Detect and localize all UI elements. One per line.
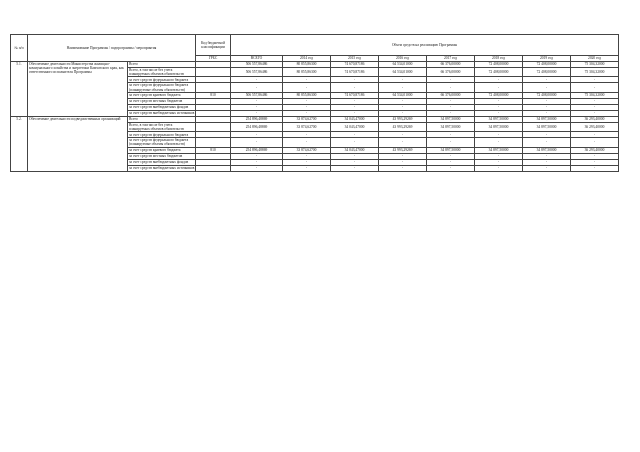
header-row — [11, 35, 619, 56]
amount-cell: - — [523, 132, 571, 138]
amount-cell: 80 855,86300 — [283, 62, 331, 68]
amount-cell: - — [283, 165, 331, 171]
amount-cell: - — [231, 153, 283, 159]
amount-cell: 34 897,50000 — [523, 147, 571, 153]
amount-cell: 34 897,50000 — [523, 122, 571, 131]
amount-cell: 64 534,01000 — [379, 68, 427, 77]
amount-cell: - — [427, 153, 475, 159]
header-year: 2019 год — [523, 56, 571, 62]
amount-cell: 66 376,00000 — [427, 92, 475, 98]
amount-cell: 80 855,86300 — [283, 92, 331, 98]
funding-source-label: за счет средств внебюджетных источников — [129, 166, 195, 171]
amount-cell: 506 557,86486 — [231, 62, 283, 68]
header-year: 2016 год — [379, 56, 427, 62]
amount-cell: 36 293,40000 — [571, 147, 619, 153]
amount-cell: 72 408,00000 — [523, 92, 571, 98]
funding-source-label: за счет средств местных бюджетов — [128, 98, 196, 104]
header-grbs: ГРБС — [196, 56, 231, 62]
funding-table — [10, 34, 619, 172]
amount-cell: - — [379, 165, 427, 171]
amount-cell: - — [571, 153, 619, 159]
amount-cell: - — [231, 98, 283, 104]
amount-cell: - — [475, 165, 523, 171]
amount-cell: 75 304,32000 — [571, 62, 619, 68]
amount-cell: 34 897,50000 — [427, 122, 475, 131]
amount-cell: - — [523, 104, 571, 110]
amount-cell: 43 993,29269 — [379, 116, 427, 122]
amount-cell: 254 896,48869 — [231, 116, 283, 122]
amount-cell: 34 043,47000 — [331, 147, 379, 153]
grbs-code — [196, 68, 231, 77]
amount-cell: - — [475, 159, 523, 165]
amount-cell: 34 043,47000 — [331, 116, 379, 122]
amount-cell: - — [571, 138, 619, 147]
amount-cell: 254 896,48869 — [231, 147, 283, 153]
amount-cell: - — [331, 83, 379, 92]
amount-cell: - — [231, 159, 283, 165]
table-body — [11, 62, 619, 172]
header-program-name: Наименование Программы / подпрограммы / мероприятия — [28, 35, 196, 62]
amount-cell: - — [523, 98, 571, 104]
funding-source-label: за счет средств федерального бюджета (планируемые объемы обязательств) — [128, 83, 196, 92]
amount-cell: 506 557,86486 — [231, 68, 283, 77]
header-year: 2018 год — [475, 56, 523, 62]
amount-cell: - — [523, 110, 571, 116]
amount-cell: - — [427, 132, 475, 138]
amount-cell: - — [523, 77, 571, 83]
amount-cell: - — [475, 104, 523, 110]
amount-cell: - — [475, 98, 523, 104]
amount-cell: - — [231, 77, 283, 83]
grbs-code: 810 — [196, 147, 231, 153]
grbs-code — [196, 83, 231, 92]
amount-cell: - — [283, 83, 331, 92]
amount-cell: 254 896,48869 — [231, 122, 283, 131]
amount-cell: 33 874,62700 — [283, 116, 331, 122]
amount-cell: - — [331, 138, 379, 147]
amount-cell: 74 670,87186 — [331, 68, 379, 77]
amount-cell: 34 897,50000 — [475, 122, 523, 131]
amount-cell: - — [475, 153, 523, 159]
section-name: Обеспечение деятельности подведомственных организаций — [28, 116, 128, 171]
header-year: 2014 год — [283, 56, 331, 62]
funding-source-label: Всего, в том числе без учета планируемых объемов обязательств — [128, 122, 196, 131]
amount-cell: - — [379, 104, 427, 110]
funding-source-label: за счет средств внебюджетных источников — [129, 111, 195, 116]
amount-cell: - — [475, 132, 523, 138]
amount-cell: - — [427, 77, 475, 83]
section-name: Обеспечение деятельности Министерства жилищно-коммунального хозяйства и энергетики Камчатского края, как ответственного исполнителя Программы — [28, 62, 128, 117]
amount-cell: 72 408,00000 — [475, 68, 523, 77]
amount-cell: - — [427, 159, 475, 165]
amount-cell: - — [331, 110, 379, 116]
amount-cell: - — [571, 132, 619, 138]
amount-cell: - — [475, 138, 523, 147]
amount-cell: - — [427, 98, 475, 104]
funding-source-label: Всего — [128, 116, 196, 122]
amount-cell: - — [523, 159, 571, 165]
amount-cell: - — [331, 77, 379, 83]
amount-cell: 80 855,86300 — [283, 68, 331, 77]
amount-cell: - — [283, 153, 331, 159]
amount-cell: - — [571, 77, 619, 83]
amount-cell: - — [379, 98, 427, 104]
amount-cell: 66 376,00000 — [427, 68, 475, 77]
amount-cell: - — [331, 98, 379, 104]
funding-source-label: Всего — [128, 62, 196, 68]
amount-cell: 74 670,87186 — [331, 92, 379, 98]
amount-cell: 72 408,00000 — [523, 68, 571, 77]
amount-cell: - — [283, 77, 331, 83]
amount-cell: 75 304,32000 — [571, 68, 619, 77]
amount-cell: - — [331, 153, 379, 159]
header-budget-code: Код бюджетной классификации — [196, 35, 231, 56]
amount-cell: - — [379, 159, 427, 165]
grbs-code — [196, 122, 231, 131]
funding-source-label: за счет средств федерального бюджета — [128, 132, 196, 138]
amount-cell: - — [475, 77, 523, 83]
grbs-code — [196, 138, 231, 147]
amount-cell: - — [379, 138, 427, 147]
amount-cell: - — [571, 165, 619, 171]
header-year: 2015 год — [331, 56, 379, 62]
amount-cell: - — [379, 77, 427, 83]
amount-cell: - — [523, 138, 571, 147]
amount-cell: 75 304,32000 — [571, 92, 619, 98]
funding-source-label: за счет средств краевого бюджета — [128, 92, 196, 98]
amount-cell: - — [231, 165, 283, 171]
amount-cell: - — [427, 83, 475, 92]
amount-cell: - — [427, 165, 475, 171]
amount-cell: 43 993,29269 — [379, 122, 427, 131]
amount-cell: - — [231, 132, 283, 138]
amount-cell: - — [283, 98, 331, 104]
amount-cell: - — [379, 132, 427, 138]
amount-cell: - — [283, 138, 331, 147]
header-year: ВСЕГО — [231, 56, 283, 62]
amount-cell: 34 897,50000 — [523, 116, 571, 122]
amount-cell: - — [331, 104, 379, 110]
section-number: 5.1. — [11, 62, 28, 117]
amount-cell: - — [427, 138, 475, 147]
amount-cell: - — [571, 110, 619, 116]
amount-cell: - — [231, 104, 283, 110]
amount-cell: - — [283, 104, 331, 110]
amount-cell: - — [475, 110, 523, 116]
amount-cell: 34 897,50000 — [475, 147, 523, 153]
amount-cell: 34 897,50000 — [427, 147, 475, 153]
header-year: 2017 год — [427, 56, 475, 62]
amount-cell: 36 293,40000 — [571, 116, 619, 122]
amount-cell: 33 874,62700 — [283, 122, 331, 131]
amount-cell: - — [523, 83, 571, 92]
grbs-code — [196, 165, 231, 171]
amount-cell: - — [427, 104, 475, 110]
amount-cell: - — [379, 110, 427, 116]
amount-cell: - — [523, 153, 571, 159]
funding-source-label: за счет средств краевого бюджета — [128, 147, 196, 153]
amount-cell: 34 043,47000 — [331, 122, 379, 131]
amount-cell: - — [331, 132, 379, 138]
amount-cell: 64 534,01000 — [379, 92, 427, 98]
amount-cell: - — [523, 165, 571, 171]
funding-source-label: Всего, в том числе без учета планируемых объемов обязательств — [128, 68, 196, 77]
amount-cell: - — [331, 159, 379, 165]
amount-cell: - — [571, 83, 619, 92]
amount-cell: - — [571, 104, 619, 110]
amount-cell: 34 897,50000 — [475, 116, 523, 122]
amount-cell: - — [571, 98, 619, 104]
amount-cell: 36 293,40000 — [571, 122, 619, 131]
funding-source-label: за счет средств федерального бюджета (планируемые объемы обязательств) — [128, 138, 196, 147]
amount-cell: 72 408,00000 — [475, 62, 523, 68]
amount-cell: 72 408,00000 — [523, 62, 571, 68]
amount-cell: - — [427, 110, 475, 116]
amount-cell: - — [231, 83, 283, 92]
amount-cell: - — [283, 132, 331, 138]
amount-cell: 72 408,00000 — [475, 92, 523, 98]
amount-cell: - — [283, 110, 331, 116]
amount-cell: - — [231, 138, 283, 147]
header-volume: Объем средств на реализацию Программы — [231, 35, 619, 56]
amount-cell: - — [331, 165, 379, 171]
funding-source-label: за счет средств местных бюджетов — [128, 153, 196, 159]
amount-cell: 74 670,87186 — [331, 62, 379, 68]
amount-cell: 43 993,29269 — [379, 147, 427, 153]
amount-cell: - — [475, 83, 523, 92]
amount-cell: 506 557,86486 — [231, 92, 283, 98]
header-year: 2020 год — [571, 56, 619, 62]
amount-cell: - — [571, 159, 619, 165]
amount-cell: 66 376,00000 — [427, 62, 475, 68]
funding-source-label: за счет средств федерального бюджета — [128, 77, 196, 83]
grbs-code: 810 — [196, 92, 231, 98]
amount-cell: 64 534,01000 — [379, 62, 427, 68]
section-number: 5.2. — [11, 116, 28, 171]
header-number: № п/п — [11, 35, 28, 62]
amount-cell: 34 897,50000 — [427, 116, 475, 122]
amount-cell: - — [231, 110, 283, 116]
amount-cell: - — [379, 153, 427, 159]
funding-source-label: за счет средств внебюджетных фондов — [128, 104, 196, 110]
funding-source-label: за счет средств внебюджетных фондов — [128, 159, 196, 165]
amount-cell: - — [379, 83, 427, 92]
amount-cell: - — [283, 159, 331, 165]
amount-cell: 33 874,62700 — [283, 147, 331, 153]
